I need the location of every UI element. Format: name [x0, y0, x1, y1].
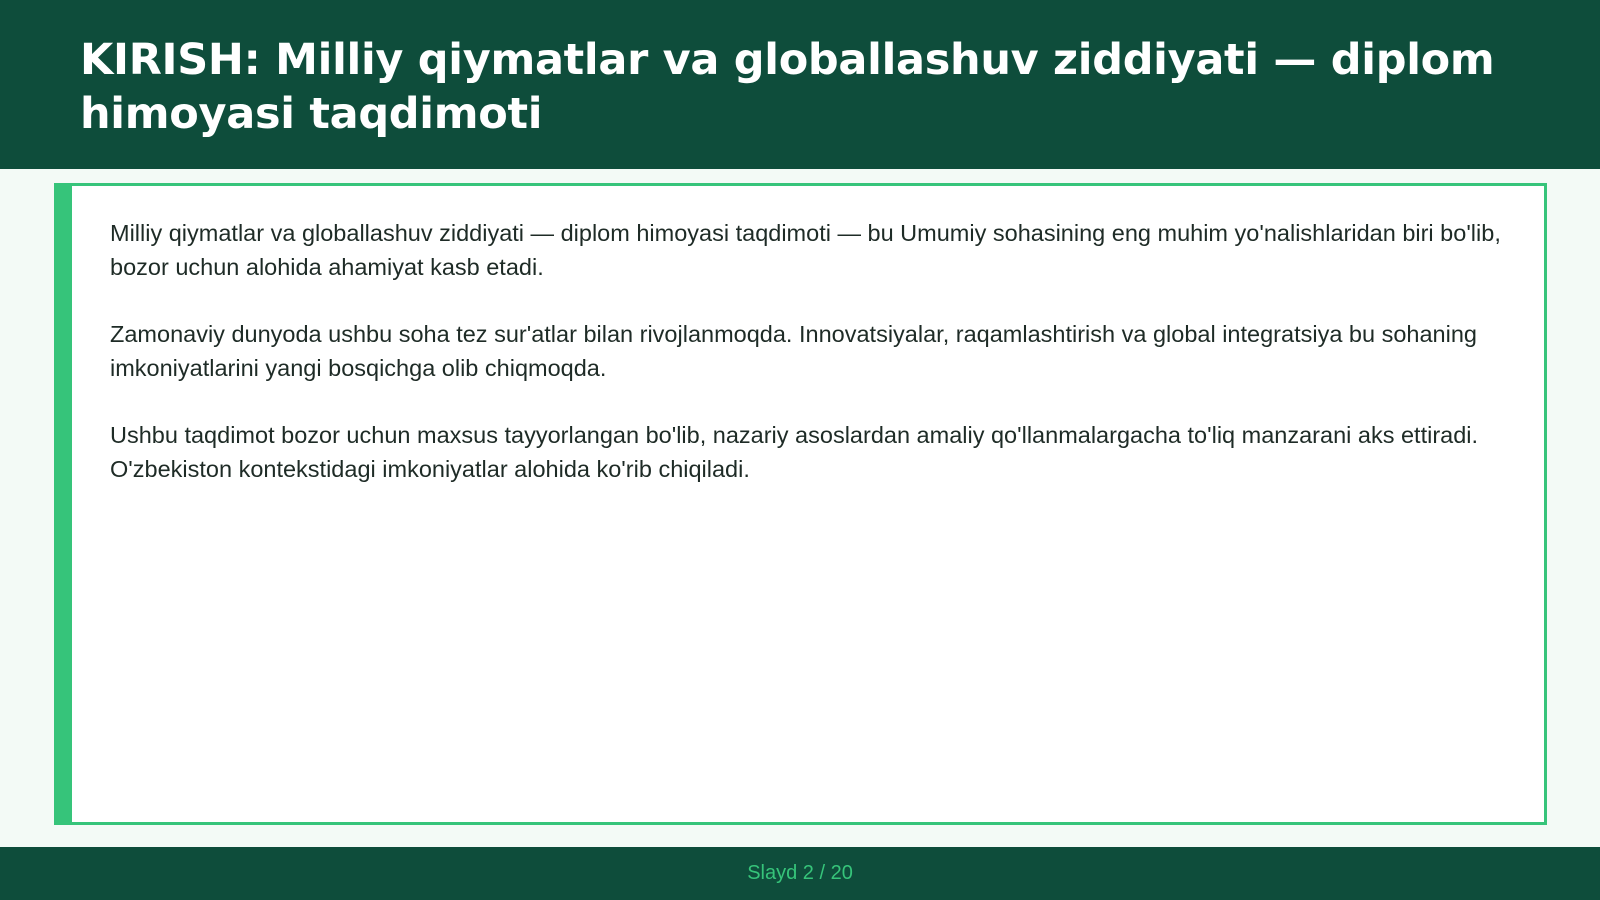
- content-paragraph-modern-world: Zamonaviy dunyoda ushbu soha tez sur'atlar bilan rivojlanmoqda. Innovatsiyalar, raqamlashtirish va global integratsiya bu sohaning imkoniyatlarini yangi bosqichga olib chiqmoqda.: [110, 321, 1477, 381]
- slide-header: [0, 0, 1600, 169]
- content-paragraph-intro: Milliy qiymatlar va globallashuv ziddiyati — diplom himoyasi taqdimoti — bu Umumiy sohasining eng muhim yo'nalishlaridan biri bo'lib, bozor uchun alohida ahamiyat kasb etadi.: [110, 220, 1501, 280]
- slide-title: KIRISH: Milliy qiymatlar va globallashuv ziddiyati — diplom himoyasi taqdimoti: [80, 35, 1495, 139]
- content-card: [54, 183, 1547, 825]
- slide-counter: Slayd 2 / 20: [747, 862, 853, 884]
- slide-footer: [0, 847, 1600, 900]
- content-paragraph-presentation-scope: Ushbu taqdimot bozor uchun maxsus tayyorlangan bo'lib, nazariy asoslardan amaliy qo'llanmalargacha to'liq manzarani aks ettiradi. O'zbekiston kontekstidagi imkoniyatlar alohida ko'rib chiqiladi.: [110, 422, 1479, 482]
